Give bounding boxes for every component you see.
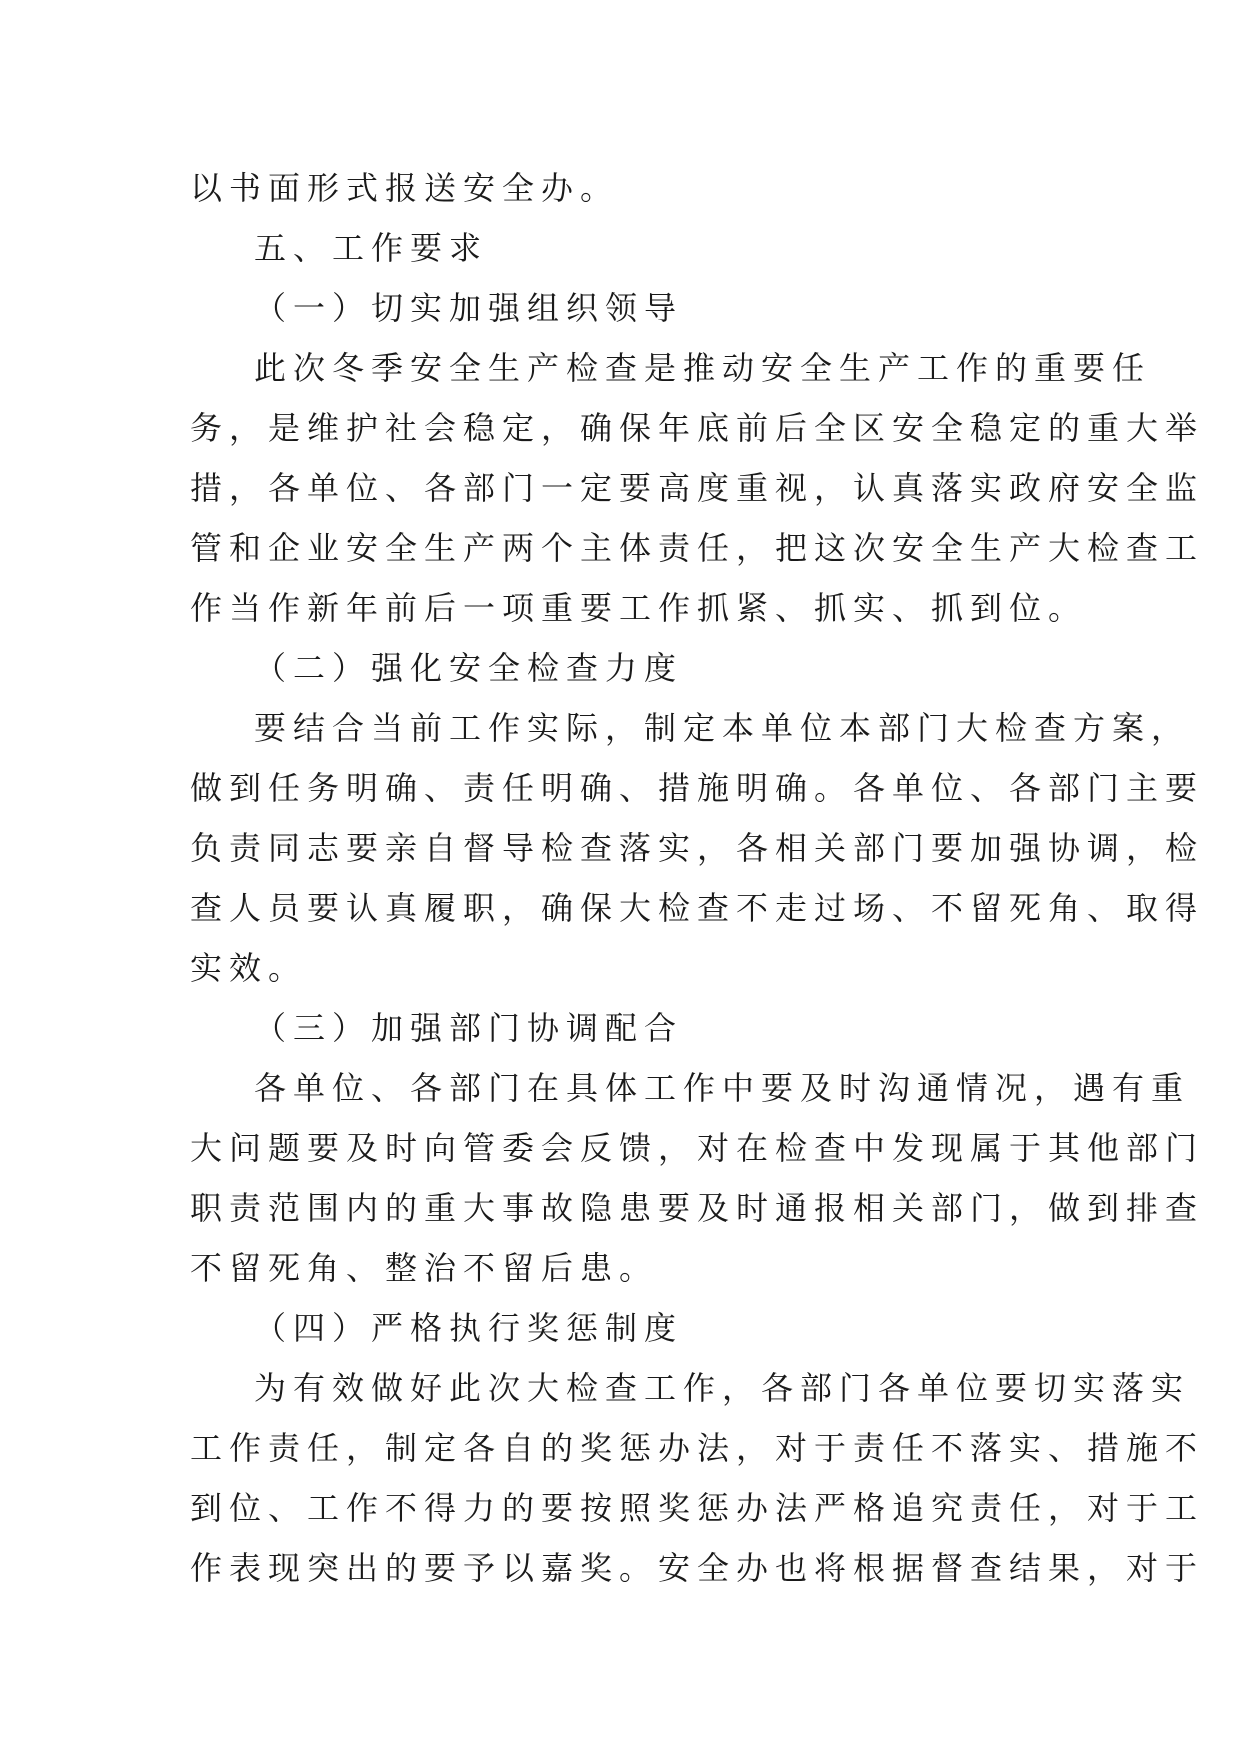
paragraph-line: 作表现突出的要予以嘉奖。安全办也将根据督查结果，对于 xyxy=(190,1549,1205,1587)
subsection-heading: （三）加强部门协调配合 xyxy=(254,1009,684,1047)
paragraph-line: 以书面形式报送安全办。 xyxy=(190,169,620,207)
subsection-heading: （二）强化安全检查力度 xyxy=(254,649,684,687)
paragraph-line: 不留死角、整治不留后患。 xyxy=(190,1249,659,1287)
paragraph-line: 做到任务明确、责任明确、措施明确。各单位、各部门主要 xyxy=(190,769,1205,807)
paragraph-line: 管和企业安全生产两个主体责任，把这次安全生产大检查工 xyxy=(190,529,1205,567)
section-heading: 五、工作要求 xyxy=(254,229,489,267)
subsection-heading: （四）严格执行奖惩制度 xyxy=(254,1309,684,1347)
paragraph-line: 务，是维护社会稳定，确保年底前后全区安全稳定的重大举 xyxy=(190,409,1205,447)
paragraph-line: 为有效做好此次大检查工作，各部门各单位要切实落实 xyxy=(254,1369,1191,1407)
document-body xyxy=(190,158,1205,1598)
paragraph-line: 查人员要认真履职，确保大检查不走过场、不留死角、取得 xyxy=(190,889,1205,927)
paragraph-line: 负责同志要亲自督导检查落实，各相关部门要加强协调，检 xyxy=(190,829,1205,867)
paragraph-line: 工作责任，制定各自的奖惩办法，对于责任不落实、措施不 xyxy=(190,1429,1205,1467)
paragraph-line: 实效。 xyxy=(190,949,308,987)
paragraph-line: 要结合当前工作实际，制定本单位本部门大检查方案， xyxy=(254,709,1191,747)
paragraph-line: 各单位、各部门在具体工作中要及时沟通情况，遇有重 xyxy=(254,1069,1191,1107)
subsection-heading: （一）切实加强组织领导 xyxy=(254,289,684,327)
paragraph-line: 大问题要及时向管委会反馈，对在检查中发现属于其他部门 xyxy=(190,1129,1205,1167)
paragraph-line: 到位、工作不得力的要按照奖惩办法严格追究责任，对于工 xyxy=(190,1489,1205,1527)
paragraph-line: 此次冬季安全生产检查是推动安全生产工作的重要任 xyxy=(254,349,1152,387)
paragraph-line: 职责范围内的重大事故隐患要及时通报相关部门，做到排查 xyxy=(190,1189,1205,1227)
paragraph-line: 措，各单位、各部门一定要高度重视，认真落实政府安全监 xyxy=(190,469,1205,507)
paragraph-line: 作当作新年前后一项重要工作抓紧、抓实、抓到位。 xyxy=(190,589,1088,627)
